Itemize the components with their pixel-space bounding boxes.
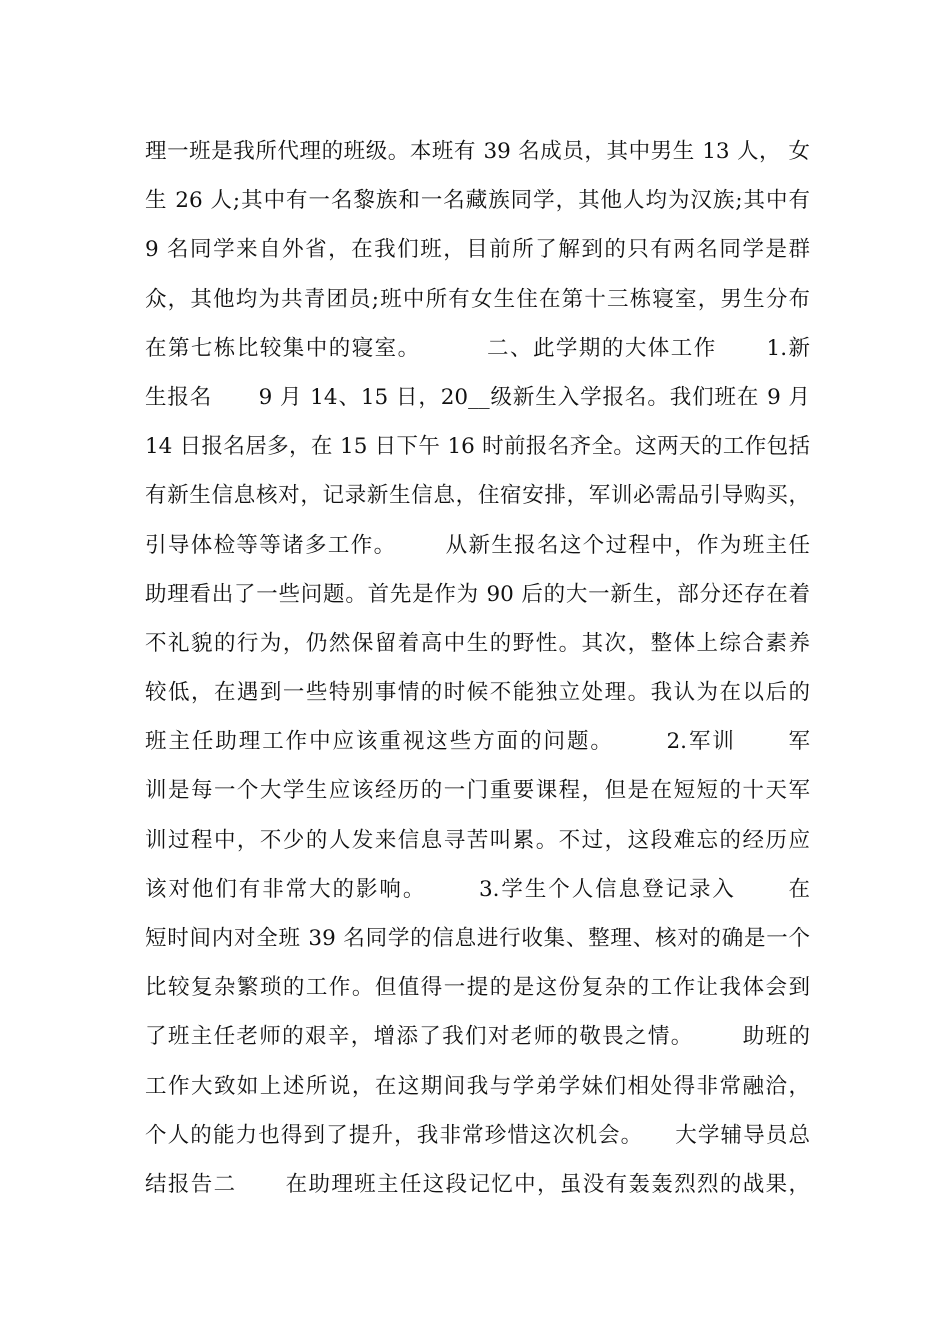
text-line-20: 工作大致如上述所说，在这期间我与学弟学妹们相处得非常融洽， [145,1073,810,1099]
text-line-2: 生 26 人;其中有一名黎族和一名藏族同学，其他人均为汉族;其中有 [145,188,810,214]
text-line-19: 了班主任老师的艰辛，增添了我们对老师的敬畏之情。 助班的 [145,1024,810,1050]
text-line-6: 生报名 9 月 14、15 日，20__级新生入学报名。我们班在 9 月 [145,384,810,410]
text-line-21: 个人的能力也得到了提升，我非常珍惜这次机会。 大学辅导员总 [145,1122,810,1148]
text-line-4: 众，其他均为共青团员;班中所有女生住在第十三栋寝室，男生分布 [145,286,810,312]
document-body [145,127,810,1209]
text-line-13: 班主任助理工作中应该重视这些方面的问题。 2.军训 军 [145,729,810,755]
text-line-3: 9 名同学来自外省，在我们班，目前所了解到的只有两名同学是群 [145,237,810,263]
text-line-15: 训过程中，不少的人发来信息寻苦叫累。不过，这段难忘的经历应 [145,827,810,853]
text-line-8: 有新生信息核对，记录新生信息，住宿安排，军训必需品引导购买， [145,483,810,509]
text-line-11: 不礼貌的行为，仍然保留着高中生的野性。其次，整体上综合素养 [145,630,810,656]
text-line-22: 结报告二 在助理班主任这段记忆中，虽没有轰轰烈烈的战果， [145,1171,810,1197]
text-line-18: 比较复杂繁琐的工作。但值得一提的是这份复杂的工作让我体会到 [145,975,810,1001]
text-line-7: 14 日报名居多，在 15 日下午 16 时前报名齐全。这两天的工作包括 [145,434,810,460]
text-line-10: 助理看出了一些问题。首先是作为 90 后的大一新生，部分还存在着 [145,581,810,607]
text-line-16: 该对他们有非常大的影响。 3.学生个人信息登记录入 在 [145,876,810,902]
text-line-12: 较低，在遇到一些特别事情的时候不能独立处理。我认为在以后的 [145,680,810,706]
text-line-1: 理一班是我所代理的班级。本班有 39 名成员，其中男生 13 人， 女 [145,139,810,164]
text-line-5: 在第七栋比较集中的寝室。 二、此学期的大体工作 1.新 [145,335,810,361]
text-line-9: 引导体检等等诸多工作。 从新生报名这个过程中，作为班主任 [145,532,810,558]
text-line-14: 训是每一个大学生应该经历的一门重要课程，但是在短短的十天军 [145,778,810,804]
text-line-17: 短时间内对全班 39 名同学的信息进行收集、整理、核对的确是一个 [145,926,810,951]
